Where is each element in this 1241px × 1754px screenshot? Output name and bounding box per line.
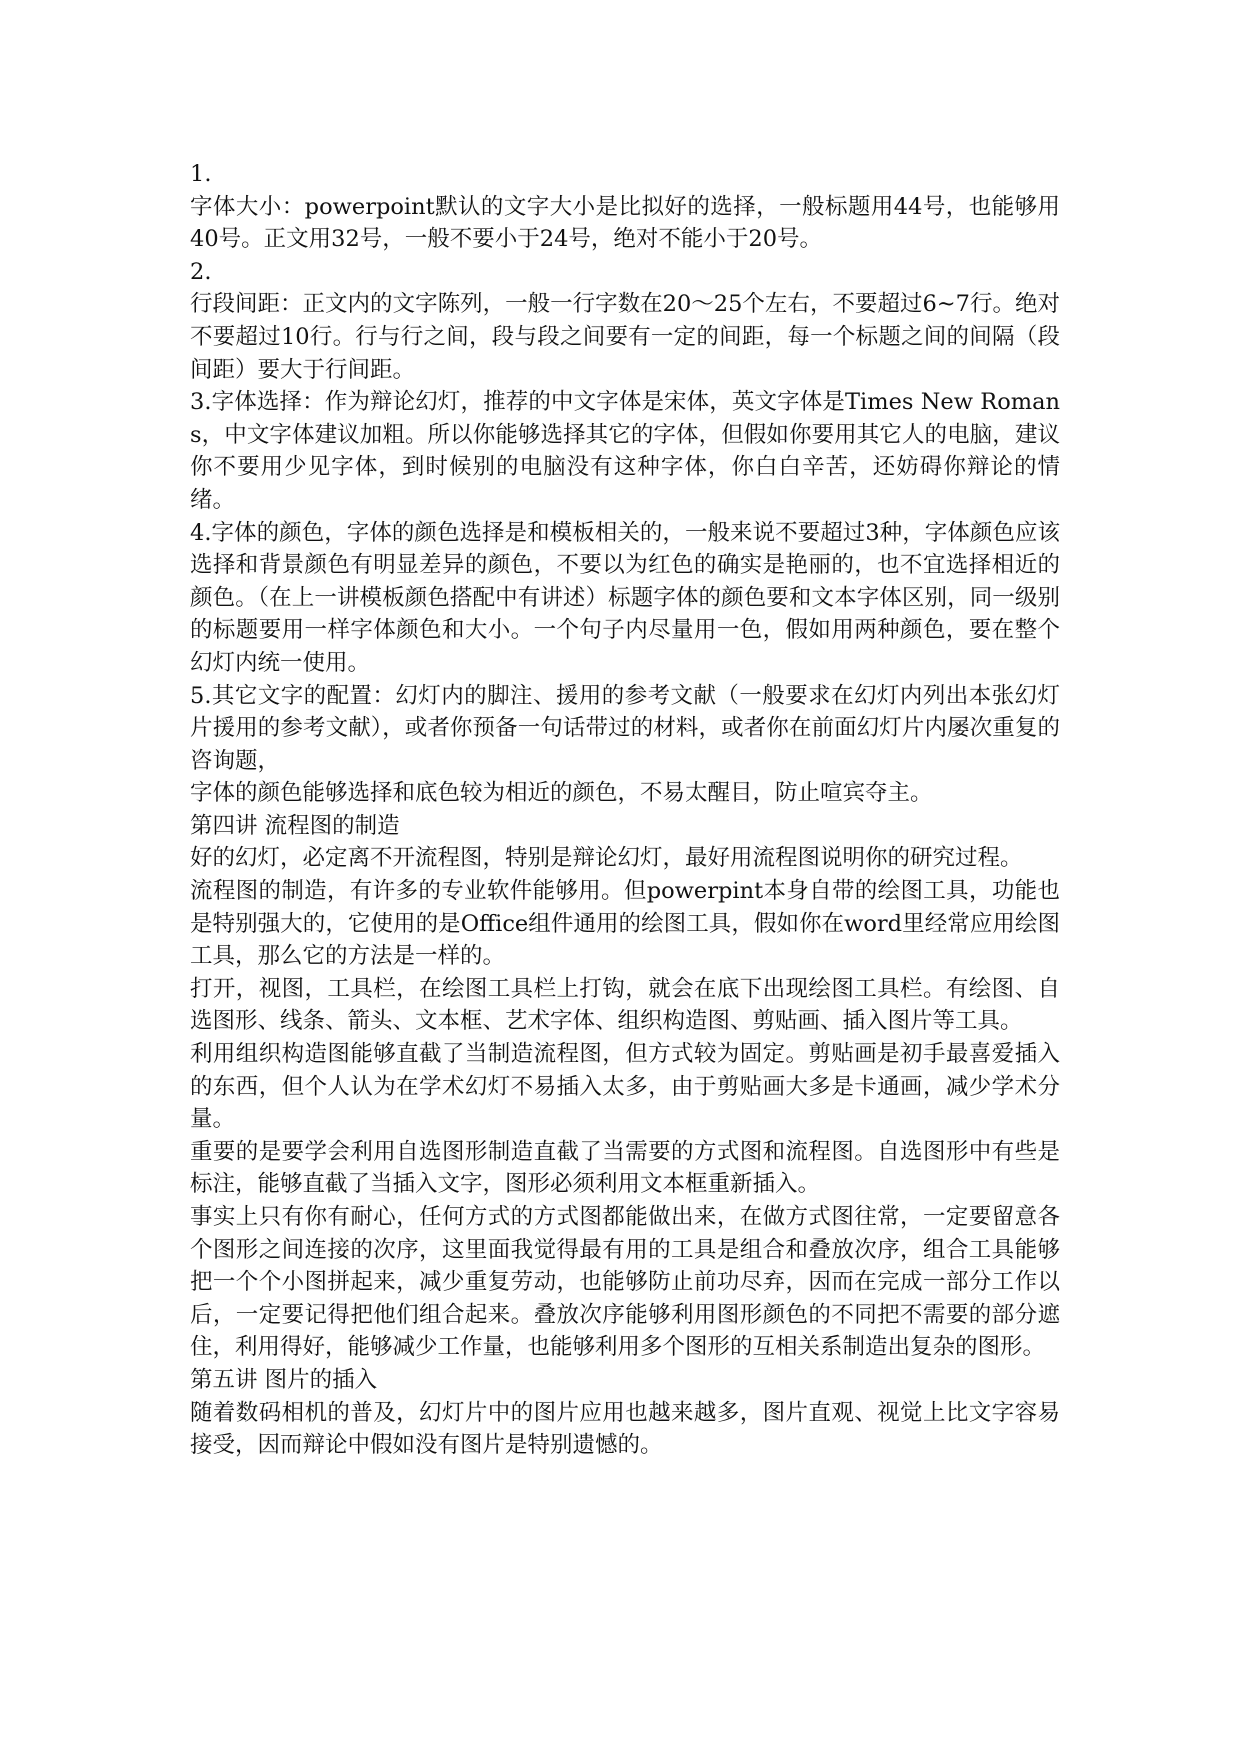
paragraph-flowchart-tools: 流程图的制造，有许多的专业软件能够用。但powerpint本身自带的绘图工具，功能也是特别强大的，它使用的是Office组件通用的绘图工具，假如你在word里经常应用绘图工具，那么它的方法是一样的。 — [190, 878, 1060, 970]
paragraph-toolbar: 打开，视图，工具栏，在绘图工具栏上打钩，就会在底下出现绘图工具栏。有绘图、自选图形、线条、箭头、文本框、艺术字体、组织构造图、剪贴画、插入图片等工具。 — [190, 975, 1060, 1035]
paragraph-line-spacing: 行段间距：正文内的文字陈列，一般一行字数在20～25个左右，不要超过6~7行。绝对不要超过10行。行与行之间，段与段之间要有一定的间距，每一个标题之间的间隔（段间距）要大于行间距。 — [190, 291, 1060, 383]
paragraph-images: 随着数码相机的普及，幻灯片中的图片应用也越来越多，图片直观、视觉上比文字容易接受，因而辩论中假如没有图片是特别遗憾的。 — [190, 1399, 1060, 1459]
paragraph-patience: 事实上只有你有耐心，任何方式的方式图都能做出来，在做方式图往常，一定要留意各个图形之间连接的次序，这里面我觉得最有用的工具是组合和叠放次序，组合工具能够把一个个小图拼起来，减少重复劳动，也能够防止前功尽弃，因而在完成一部分工作以后，一定要记得把他们组合起来。叠放次序能够利用图形颜色的不同把不需要的部分遮住，利用得好，能够减少工作量，也能够利用多个图形的互相关系制造出复杂的图形。 — [190, 1204, 1060, 1361]
section-heading-5: 第五讲 图片的插入 — [190, 1366, 378, 1393]
paragraph-flowchart-intro: 好的幻灯，必定离不开流程图，特别是辩论幻灯，最好用流程图说明你的研究过程。 — [190, 845, 1023, 872]
paragraph-footnote-color: 字体的颜色能够选择和底色较为相近的颜色，不易太醒目，防止喧宾夺主。 — [190, 780, 933, 807]
document-body — [190, 158, 1060, 1462]
paragraph-org-chart: 利用组织构造图能够直截了当制造流程图，但方式较为固定。剪贴画是初手最喜爱插入的东西，但个人认为在学术幻灯不易插入太多，由于剪贴画大多是卡通画，减少学术分量。 — [190, 1041, 1060, 1133]
paragraph-autoshapes: 重要的是要学会利用自选图形制造直截了当需要的方式图和流程图。自选图形中有些是标注，能够直截了当插入文字，图形必须利用文本框重新插入。 — [190, 1138, 1060, 1198]
list-number-1: 1. — [190, 161, 212, 187]
section-heading-4: 第四讲 流程图的制造 — [190, 812, 400, 839]
paragraph-other-text: 5.其它文字的配置：幻灯内的脚注、援用的参考文献（一般要求在幻灯内列出本张幻灯片援用的参考文献），或者你预备一句话带过的材料，或者你在前面幻灯片内屡次重复的咨询题， — [190, 682, 1060, 774]
list-number-2: 2. — [190, 258, 212, 285]
paragraph-font-color: 4.字体的颜色，字体的颜色选择是和模板相关的，一般来说不要超过3种，字体颜色应该选择和背景颜色有明显差异的颜色，不要以为红色的确实是艳丽的，也不宜选择相近的颜色。（在上一讲模板颜色搭配中有讲述）标题字体的颜色要和文本字体区别，同一级别的标题要用一样字体颜色和大小。一个句子内尽量用一色，假如用两种颜色，要在整个幻灯内统一使用。 — [190, 519, 1060, 676]
paragraph-font-size: 字体大小：powerpoint默认的文字大小是比拟好的选择，一般标题用44号，也能够用40号。正文用32号，一般不要小于24号，绝对不能小于20号。 — [190, 193, 1060, 253]
paragraph-font-choice: 3.字体选择：作为辩论幻灯，推荐的中文字体是宋体，英文字体是Times New Romans，中文字体建议加粗。所以你能够选择其它的字体，但假如你要用其它人的电脑，建议你不要用少见字体，到时候别的电脑没有这种字体，你白白辛苦，还妨碍你辩论的情绪。 — [190, 389, 1060, 513]
